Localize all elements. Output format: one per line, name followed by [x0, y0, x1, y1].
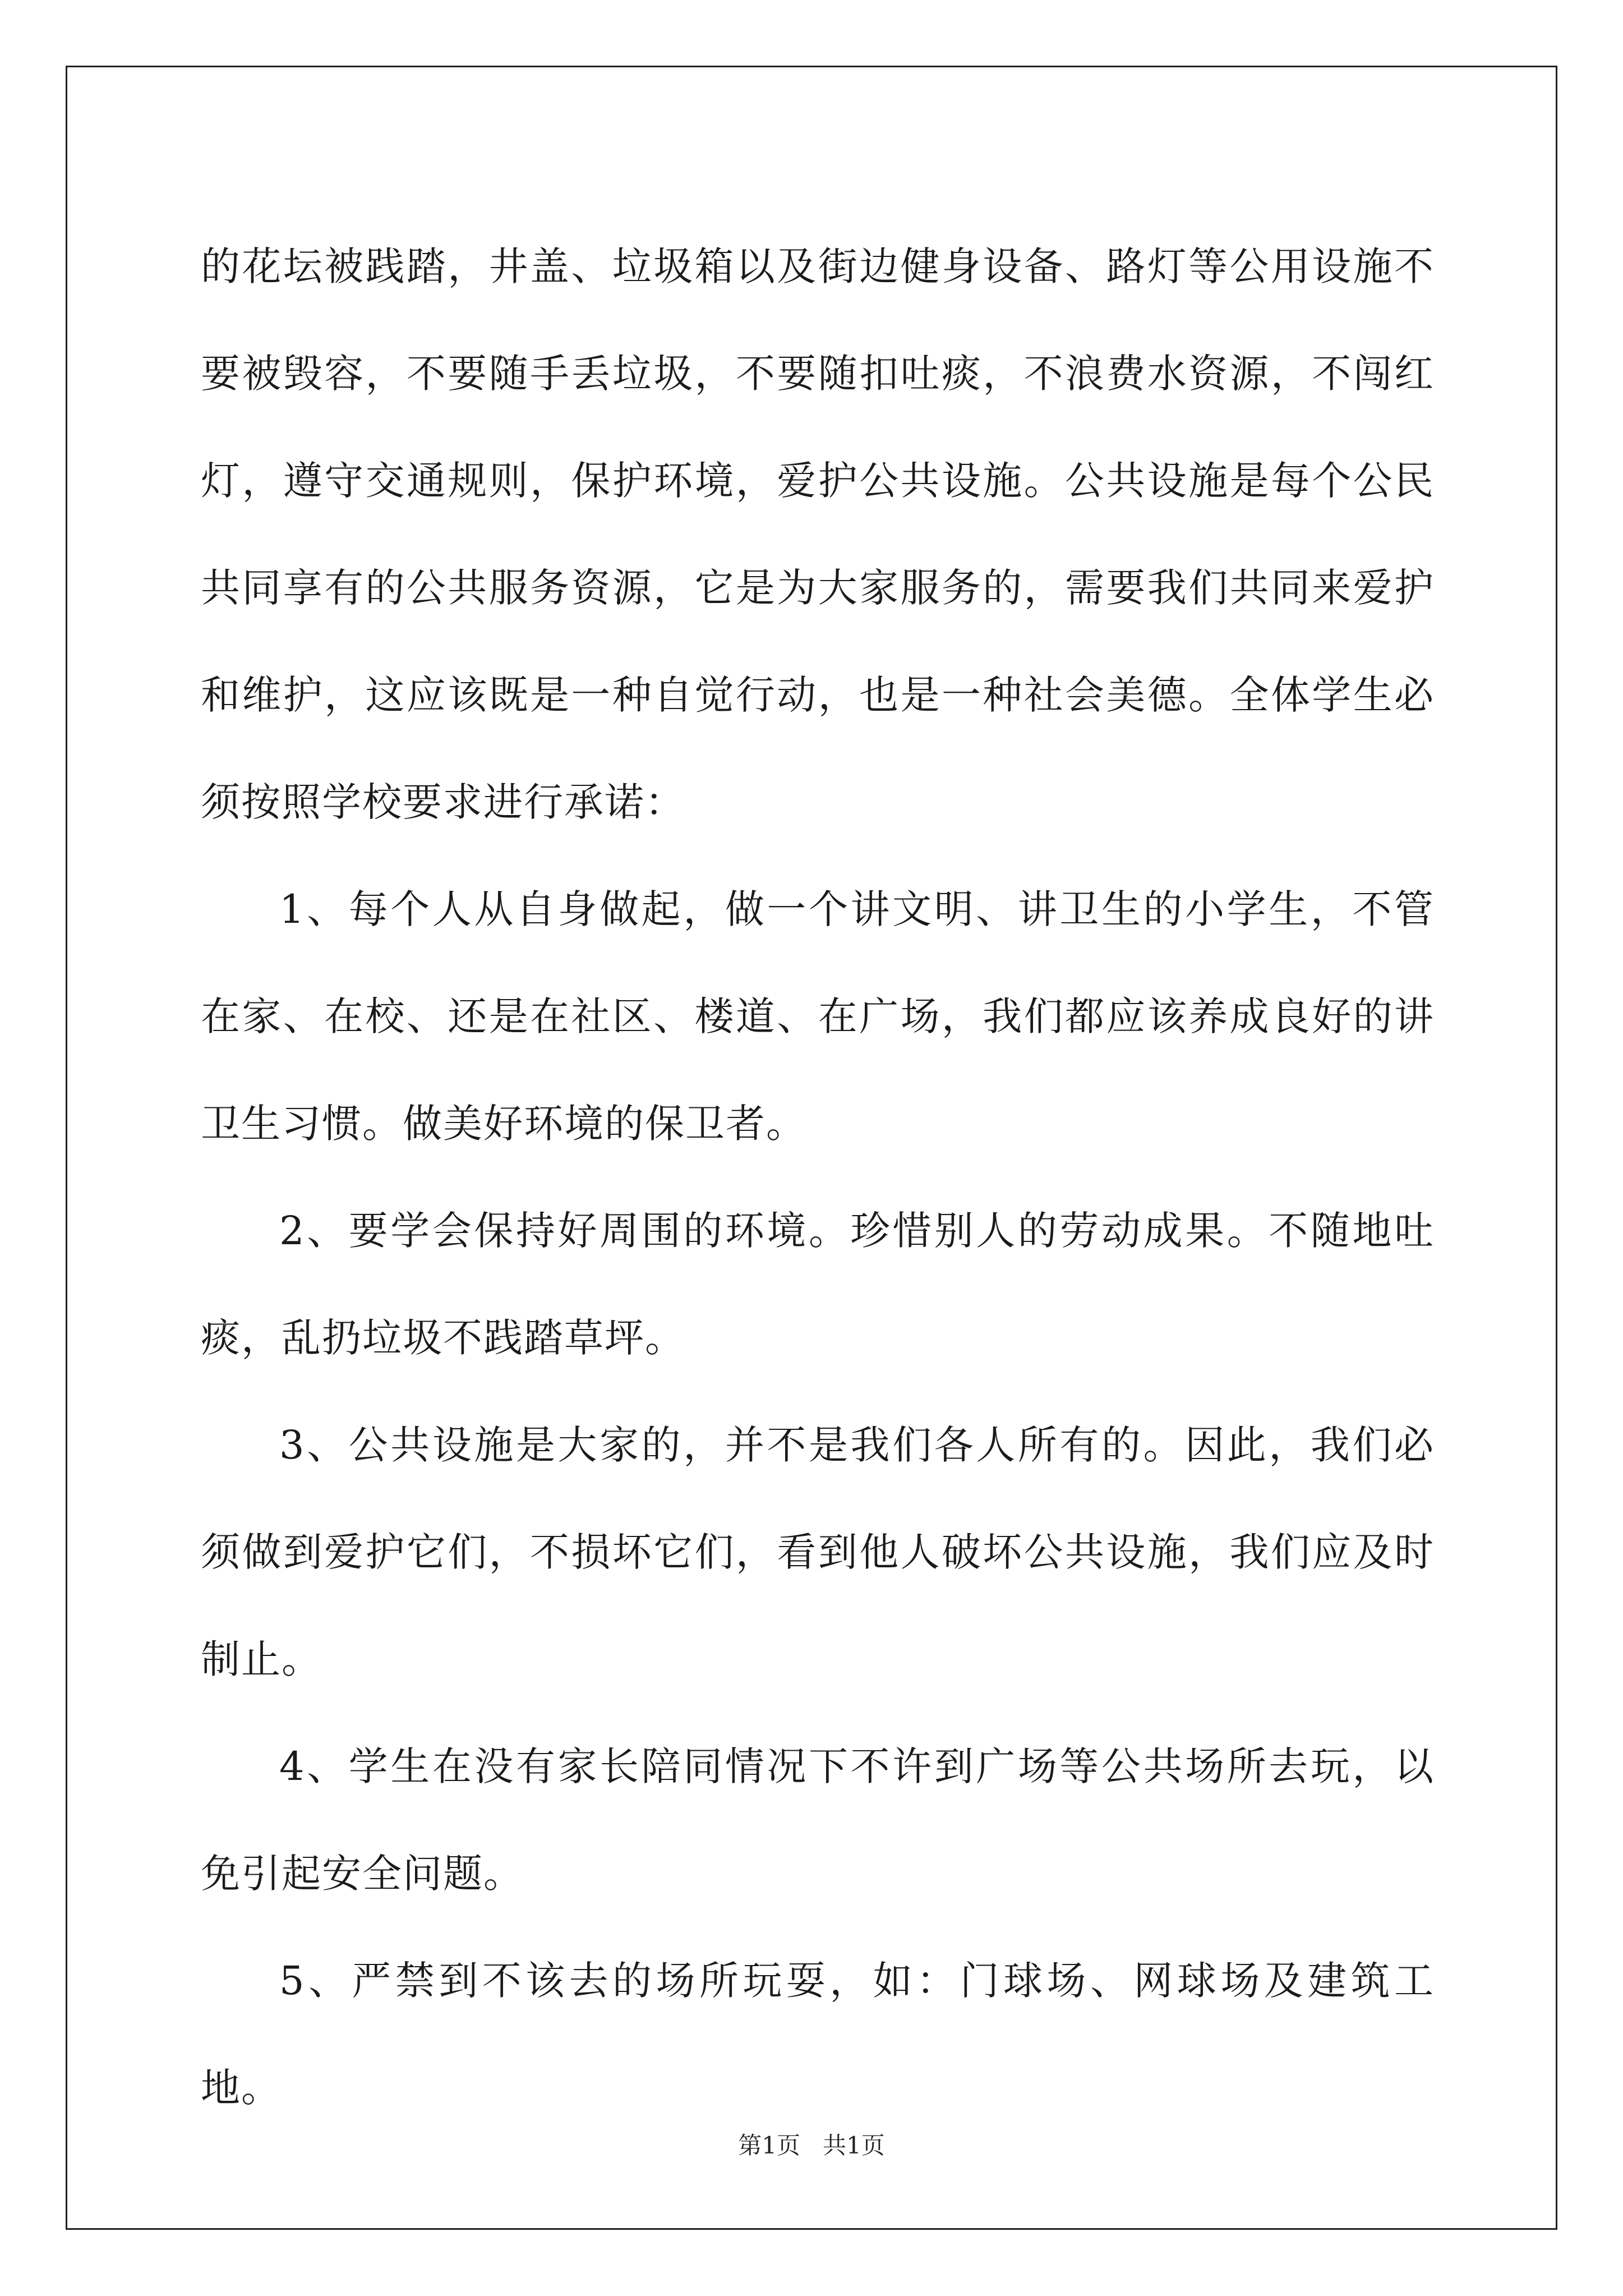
paragraph-item-4: 4、学生在没有家长陪同情况下不许到广场等公共场所去玩，以免引起安全问题。 — [201, 1743, 1435, 1897]
page-footer — [0, 2127, 1623, 2161]
paragraph-item-5: 5、严禁到不该去的场所玩耍，如：门球场、网球场及建筑工地。 — [201, 1958, 1435, 2111]
paragraph-item-3: 3、公共设施是大家的，并不是我们各人所有的。因此，我们必须做到爱护它们，不损坏它们，看到他人破坏公共设施，我们应及时制止。 — [201, 1422, 1435, 1682]
paragraph-intro: 的花坛被践踏，井盖、垃圾箱以及街边健身设备、路灯等公用设施不要被毁容，不要随手丢垃圾，不要随扣吐痰，不浪费水资源，不闯红灯，遵守交通规则，保护环境，爱护公共设施。公共设施是每个公民共同享有的公共服务资源，它是为大家服务的，需要我们共同来爱护和维护，这应该既是一种自觉行动，也是一种社会美德。全体学生必须按照学校要求进行承诺： — [201, 243, 1435, 825]
document-body — [201, 213, 1435, 2142]
paragraph-item-2: 2、要学会保持好周围的环境。珍惜别人的劳动成果。不随地吐痰，乱扔垃圾不践踏草坪。 — [201, 1208, 1435, 1361]
page-total: 共1页 — [823, 2132, 885, 2159]
paragraph-item-1: 1、每个人从自身做起，做一个讲文明、讲卫生的小学生，不管在家、在校、还是在社区、楼道、在广场，我们都应该养成良好的讲卫生习惯。做美好环境的保卫者。 — [201, 886, 1435, 1147]
page-number: 第1页 — [738, 2132, 800, 2159]
